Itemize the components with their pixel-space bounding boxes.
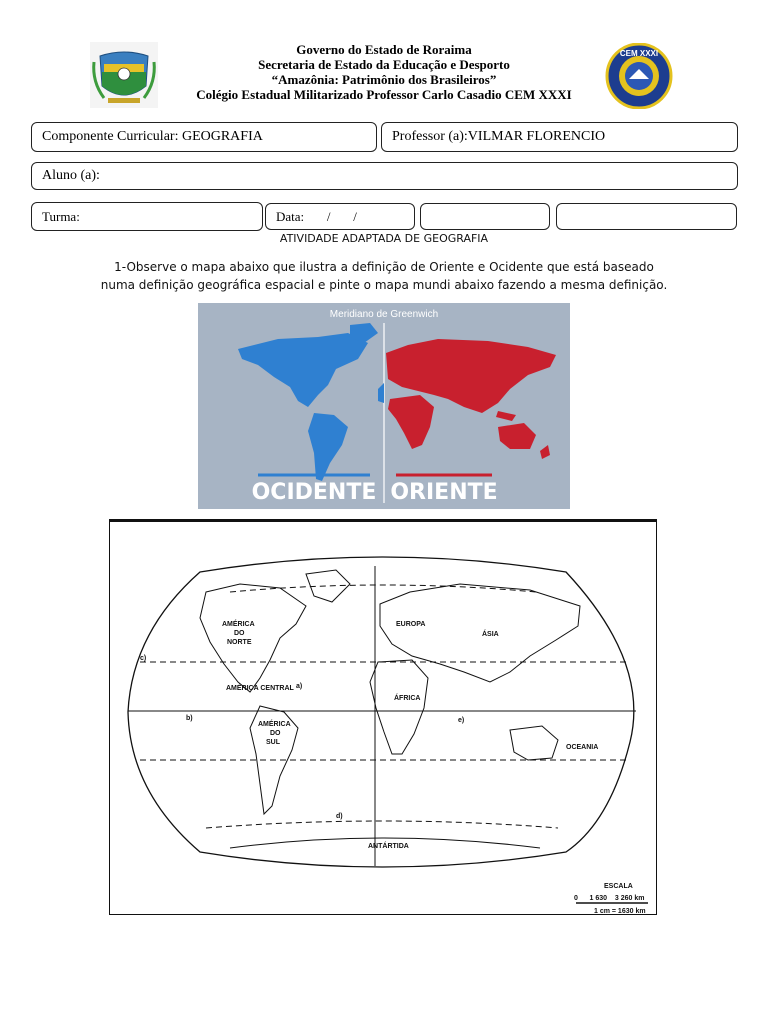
label-america-sul-1: AMÉRICA bbox=[258, 721, 291, 728]
label-antartida: ANTÁRTIDA bbox=[368, 843, 409, 850]
blank-field-1[interactable] bbox=[420, 203, 550, 230]
marker-b: b) bbox=[186, 715, 193, 722]
oriente-label: ORIENTE bbox=[390, 480, 498, 505]
professor-field bbox=[381, 122, 738, 152]
header-line-3: “Amazônia: Patrimônio dos Brasileiros” bbox=[271, 72, 497, 87]
western-hemisphere-continents bbox=[238, 323, 384, 481]
marker-d: d) bbox=[336, 813, 343, 820]
continent-outlines bbox=[200, 570, 580, 848]
componente-label: Componente Curricular: GEOGRAFIA bbox=[42, 129, 263, 144]
professor-label: Professor (a):VILMAR FLORENCIO bbox=[392, 129, 606, 144]
world-outline-map bbox=[109, 519, 657, 915]
scale-ticks: 0 1 630 3 260 km bbox=[574, 895, 645, 902]
label-america-sul-3: SUL bbox=[266, 739, 280, 746]
logo-text: CEM XXXI bbox=[619, 49, 659, 58]
parallel-lines bbox=[140, 585, 626, 828]
ocidente-oriente-map bbox=[198, 303, 570, 509]
map-scale bbox=[574, 883, 648, 914]
header-line-2: Secretaria de Estado da Educação e Desporto bbox=[258, 57, 510, 72]
aluno-label: Aluno (a): bbox=[42, 168, 100, 183]
instruction-text bbox=[0, 258, 768, 294]
data-label: Data: / / bbox=[276, 208, 357, 224]
marker-c: c) bbox=[140, 655, 147, 662]
label-america-norte-3: NORTE bbox=[227, 639, 252, 646]
marker-a: a) bbox=[296, 683, 303, 690]
turma-field[interactable] bbox=[31, 202, 263, 231]
marker-e: e) bbox=[458, 717, 465, 724]
componente-curricular-field bbox=[31, 122, 377, 152]
instruction-line-1: 1-Observe o mapa abaixo que ilustra a definição de Oriente e Ocidente que está baseado bbox=[114, 260, 654, 274]
label-america-norte-1: AMÉRICA bbox=[222, 621, 255, 628]
meridian-label: Meridiano de Greenwich bbox=[329, 309, 439, 320]
eastern-hemisphere-continents bbox=[386, 339, 556, 459]
label-america-norte-2: DO bbox=[234, 630, 245, 637]
school-header bbox=[0, 42, 768, 102]
blank-field-2[interactable] bbox=[556, 203, 737, 230]
instruction-line-2: numa definição geográfica espacial e pinte o mapa mundi abaixo fazendo a mesma definição. bbox=[100, 278, 668, 292]
aluno-field[interactable] bbox=[31, 162, 738, 190]
label-oceania: OCEANIA bbox=[566, 744, 599, 751]
turma-label: Turma: bbox=[42, 208, 80, 224]
header-line-1: Governo do Estado de Roraima bbox=[296, 42, 472, 57]
label-asia: ÁSIA bbox=[482, 631, 499, 638]
label-africa: ÁFRICA bbox=[394, 695, 421, 702]
label-america-sul-2: DO bbox=[270, 730, 281, 737]
activity-title: ATIVIDADE ADAPTADA DE GEOGRAFIA bbox=[279, 232, 489, 245]
data-field[interactable] bbox=[265, 203, 415, 230]
label-america-central: AMÉRICA CENTRAL bbox=[226, 685, 294, 692]
scale-title: ESCALA bbox=[604, 883, 633, 890]
ocidente-label: OCIDENTE bbox=[251, 480, 377, 505]
header-line-4: Colégio Estadual Militarizado Professor Carlo Casadio CEM XXXI bbox=[196, 87, 572, 102]
scale-ratio: 1 cm = 1630 km bbox=[594, 908, 646, 914]
label-europa: EUROPA bbox=[396, 621, 426, 628]
